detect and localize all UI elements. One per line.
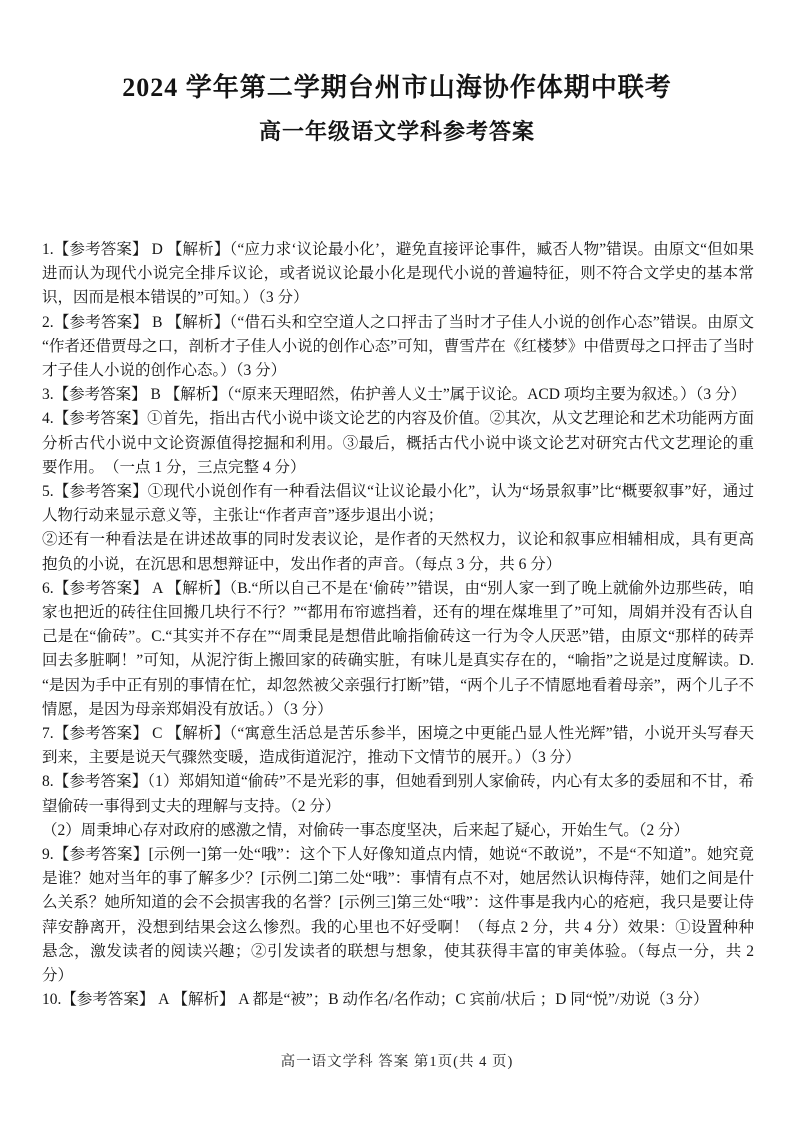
answer-item-2: 2.【参考答案】 B 【解析】（“借石头和空空道人之口抨击了当时才子佳人小说的创作心态”错误。由原文“作者还借贾母之口，剖析才子佳人小说的创作心态”可知，曹雪芹在《红楼梦》中借贾母之口抨击了当时才子佳人小说的创作心态。）（3 分） — [42, 313, 754, 380]
answer-item-10: 10.【参考答案】 A 【解析】 A 都是“被”；B 动作名/名作动；C 宾前/状后 ；D 同“悦”/劝说（3 分） — [42, 991, 709, 1009]
answer-item-8-part-1: 8.【参考答案】（1）郑娟知道“偷砖”不是光彩的事，但她看到别人家偷砖，内心有太多的委屈和不甘，希望偷砖一事得到丈夫的理解与支持。（2 分） — [42, 773, 754, 815]
answer-item-6: 6.【参考答案】 A 【解析】（B.“所以自己不是在‘偷砖’”错误，由“别人家一到了晚上就偷外边那些砖，咱家也把近的砖往住回搬几块行不行？”“都用布帘遮挡着，还有的埋在煤堆里了”可知，周娟并没有否认自己是在“偷砖”。C.“其实并不存在”“周秉昆是想借此喻指偷砖这一行为令人厌恶”错，由原文“那样的砖弄回去多脏啊！”可知，从泥泞街上搬回家的砖确实脏，有味儿是真实存在的，“喻指”之说是过度解读。D.“是因为手中正有别的事情在忙，却忽然被父亲强行打断”错，“两个儿子不情愿地看着母亲”，两个儿子不情愿，是因为母亲郑娟没有放话。）（3 分） — [42, 579, 754, 718]
document-subtitle: 高一年级语文学科参考答案 — [258, 119, 535, 144]
answer-item-4: 4.【参考答案】①首先，指出古代小说中谈文论艺的内容及价值。②其次，从文艺理论和艺术功能两方面分析古代小说中文论资源值得挖掘和利用。③最后，概括古代小说中谈文论艺对研究古代文艺理论的重要作用。 （一点 1 分，三点完整 4 分） — [42, 410, 754, 476]
answer-item-5-part-2: ②还有一种看法是在讲述故事的同时发表议论，是作者的天然权力，议论和叙事应相辅相成，具有更高抱负的小说，在沉思和思想辩证中，发出作者的声音。（每点 3 分，共 6 分） — [42, 531, 754, 573]
answer-item-1: 1.【参考答案】 D 【解析】（“应力求‘议论最小化’，避免直接评论事件，臧否人物”错误。由原文“但如果进而认为现代小说完全排斥议论，或者说议论最小化是现代小说的普遍特征，则不符合文学史的基本常识，因而是根本错误的”可知。）（3 分） — [42, 241, 754, 307]
page-footer: 高一语文学科 答案 第1页(共 4 页) — [280, 1054, 514, 1070]
document-title: 2024 学年第二学期台州市山海协作体期中联考 — [122, 73, 672, 102]
answer-item-5-part-1: 5.【参考答案】①现代小说创作有一种看法倡议“让议论最小化”，认为“场景叙事”比“概要叙事”好，通过人物行动来显示意义等，主张让“作者声音”逐步退出小说； — [42, 483, 754, 525]
answer-item-3: 3.【参考答案】 B 【解析】（“原来天理昭然，佑护善人义士”属于议论。ACD 项均主要为叙述。）（3 分） — [42, 386, 746, 404]
answer-item-8-part-2: （2）周秉坤心存对政府的感激之情，对偷砖一事态度坚决，后来起了疑心，开始生气。（2 分） — [42, 821, 690, 839]
answer-item-9: 9.【参考答案】[示例一]第一处“哦”：这个下人好像知道点内情，她说“不敢说”，不是“不知道”。她究竟是谁？她对当年的事了解多少？[示例二]第二处“哦”：事情有点不对，她居然认识梅侍萍，她们之间是什么关系？她所知道的会不会损害我的名誉？[示例三]第三处“哦”：这件事是我内心的疮疤，我只是要让侍萍安静离开，没想到结果会这么惨烈。我的心里也不好受啊！（每点 2 分，共 4 分）效果：①设置种种悬念，激发读者的阅读兴趣；②引发读者的联想与想象，使其获得丰富的审美体验。（每点一分，共 2 分） — [42, 846, 754, 985]
answer-item-7: 7.【参考答案】 C 【解析】（“寓意生活总是苦乐参半，困境之中更能凸显人性光辉”错，小说开头写春天到来，主要是说天气骤然变暖，造成街道泥泞，推动下文情节的展开。）（3 分） — [42, 725, 754, 767]
answers-section — [42, 238, 754, 1013]
